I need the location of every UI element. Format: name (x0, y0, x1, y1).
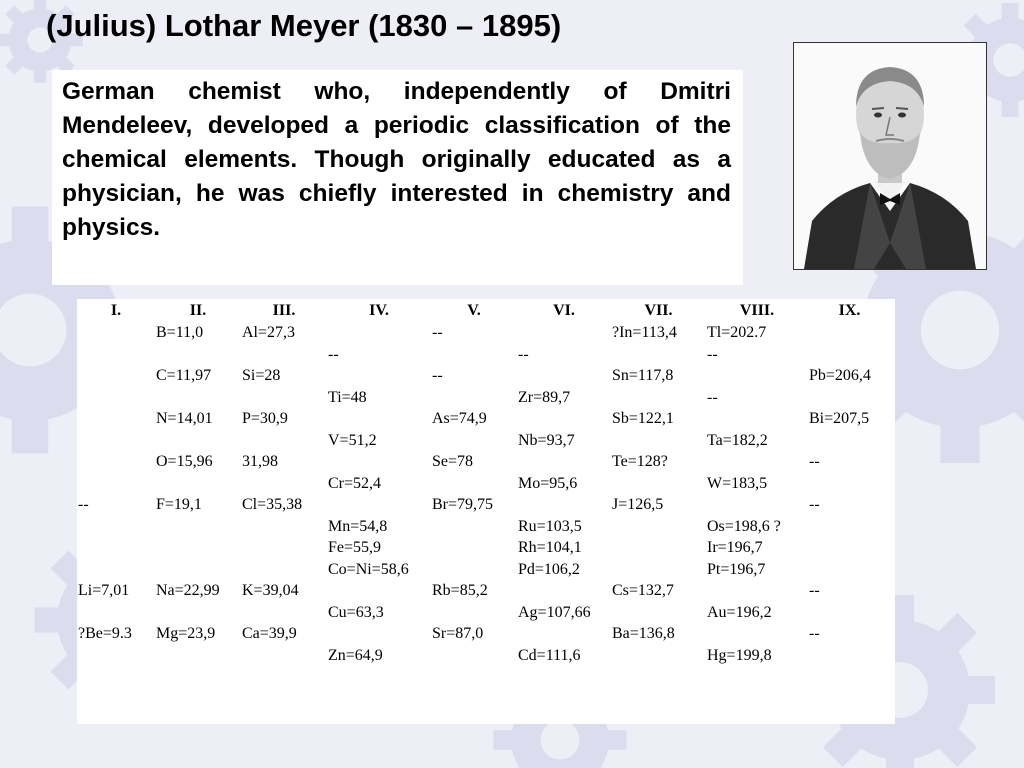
column-header: V. (467, 301, 481, 319)
table-cell (155, 387, 241, 409)
table-cell (77, 430, 155, 452)
table-row (77, 430, 891, 452)
table-cell (431, 602, 517, 624)
table-cell: Zr=89,7 (518, 388, 571, 406)
column-header: VI. (553, 301, 575, 319)
table-cell: F=19,1 (156, 496, 202, 514)
table-cell: W=183,5 (707, 474, 768, 492)
table-cell (431, 473, 517, 495)
table-cell: Li=7,01 (78, 582, 130, 600)
table-cell: Si=28 (242, 367, 281, 385)
table-cell (327, 408, 431, 430)
table-cell (241, 559, 327, 581)
table-cell (327, 322, 431, 344)
table-cell (431, 516, 517, 538)
table-cell: Ag=107,66 (518, 603, 591, 621)
table-cell: Nb=93,7 (518, 431, 575, 449)
table-cell: K=39,04 (242, 582, 299, 600)
table-cell (155, 473, 241, 495)
table-cell (77, 344, 155, 366)
table-cell: Ti=48 (328, 388, 367, 406)
table-cell (327, 494, 431, 516)
table-cell: Pd=106,2 (518, 560, 580, 578)
portrait-photo (793, 42, 987, 270)
table-cell: -- (518, 345, 529, 363)
table-cell: Ca=39,9 (242, 625, 297, 643)
table-cell (808, 387, 891, 409)
table-row (77, 602, 891, 624)
table-cell (241, 344, 327, 366)
column-header: IV. (369, 301, 389, 319)
table-cell (611, 387, 706, 409)
table-cell: O=15,96 (156, 453, 213, 471)
table-cell (808, 559, 891, 581)
table-row (77, 623, 891, 645)
table-cell (517, 494, 611, 516)
table-cell (517, 408, 611, 430)
column-header: VIII. (739, 301, 775, 319)
column-header: VII. (644, 301, 673, 319)
table-cell (611, 645, 706, 667)
table-row (77, 516, 891, 538)
table-cell (431, 559, 517, 581)
table-cell (808, 473, 891, 495)
table-cell (808, 322, 891, 344)
table-cell: Hg=199,8 (707, 646, 772, 664)
table-cell (155, 559, 241, 581)
portrait-icon (794, 43, 986, 269)
table-cell (77, 645, 155, 667)
table-cell (517, 365, 611, 387)
table-cell (431, 537, 517, 559)
table-cell (155, 344, 241, 366)
table-cell: As=74,9 (432, 410, 487, 428)
table-cell (77, 516, 155, 538)
table-cell (611, 602, 706, 624)
slide-title: (Julius) Lothar Meyer (1830 – 1895) (46, 8, 562, 43)
table-cell (241, 430, 327, 452)
table-cell (77, 537, 155, 559)
table-row (77, 451, 891, 473)
table-row (77, 537, 891, 559)
table-cell: Co=Ni=58,6 (328, 560, 409, 578)
table-cell (706, 580, 808, 602)
table-row (77, 473, 891, 495)
table-cell: Cl=35,38 (242, 496, 303, 514)
table-cell: -- (809, 582, 820, 600)
table-row (77, 645, 891, 667)
table-cell (706, 494, 808, 516)
table-cell (706, 623, 808, 645)
table-cell: Fe=55,9 (328, 539, 382, 557)
table-cell (431, 344, 517, 366)
table-cell (241, 537, 327, 559)
table-cell: -- (809, 625, 820, 643)
table-cell (706, 365, 808, 387)
table-cell: Ta=182,2 (707, 431, 768, 449)
table-cell (327, 451, 431, 473)
table-cell: Tl=202.7 (707, 324, 767, 342)
table-cell (431, 387, 517, 409)
table-cell (808, 516, 891, 538)
table-cell: Cu=63,3 (328, 603, 384, 621)
table-cell (77, 408, 155, 430)
table-cell (611, 430, 706, 452)
table-cell: -- (707, 345, 718, 363)
table-cell (77, 365, 155, 387)
table-cell: Mn=54,8 (328, 517, 388, 535)
table-cell (517, 322, 611, 344)
table-cell: Ba=136,8 (612, 625, 675, 643)
table-cell (517, 623, 611, 645)
table-cell (517, 451, 611, 473)
table-row (77, 494, 891, 516)
table-cell (808, 430, 891, 452)
table-cell: ?Be=9.3 (78, 625, 132, 643)
table-cell: Cd=111,6 (518, 646, 581, 664)
table-cell: Al=27,3 (242, 324, 296, 342)
table-cell (77, 602, 155, 624)
table-cell (611, 516, 706, 538)
table-row (77, 408, 891, 430)
table-row (77, 322, 891, 344)
table-cell (77, 387, 155, 409)
table-cell (241, 645, 327, 667)
table-cell: B=11,0 (156, 324, 204, 342)
table-cell: Te=128? (612, 453, 668, 471)
table-cell: -- (809, 496, 820, 514)
table-cell: Se=78 (432, 453, 474, 471)
table-body (77, 322, 891, 666)
table-cell: Sb=122,1 (612, 410, 674, 428)
column-header: IX. (838, 301, 861, 319)
table-cell: Pb=206,4 (809, 367, 871, 385)
table-cell: P=30,9 (242, 410, 288, 428)
table-cell: Sn=117,8 (612, 367, 674, 385)
table-cell (611, 537, 706, 559)
table-cell: Rb=85,2 (432, 582, 488, 600)
table-row (77, 387, 891, 409)
table-cell: -- (78, 496, 89, 514)
table-cell (431, 645, 517, 667)
table-cell (241, 602, 327, 624)
table-cell (611, 344, 706, 366)
table-cell (155, 537, 241, 559)
table-cell: Ru=103,5 (518, 517, 582, 535)
table-cell: -- (432, 367, 443, 385)
table-cell: 31,98 (242, 453, 278, 471)
table-cell (241, 387, 327, 409)
table-cell (155, 602, 241, 624)
table-cell: C=11,97 (156, 367, 212, 385)
table-cell: Na=22,99 (156, 582, 220, 600)
table-cell (611, 473, 706, 495)
table-cell (706, 451, 808, 473)
table-cell: N=14,01 (156, 410, 213, 428)
description-text: German chemist who, independently of Dmitri Mendeleev, developed a periodic classification of the chemical elements. Though originally educated as a physician, he was chiefly interested in chemistry and physics. (62, 78, 731, 241)
table-cell: Pt=196,7 (707, 560, 766, 578)
table-cell: Mo=95,6 (518, 474, 578, 492)
column-header: III. (272, 301, 296, 319)
table-cell (241, 473, 327, 495)
table-cell: -- (707, 388, 718, 406)
table-cell: -- (328, 345, 339, 363)
table-cell: Br=79,75 (432, 496, 494, 514)
table-cell: Cr=52,4 (328, 474, 382, 492)
description-box (52, 70, 743, 285)
column-header: II. (189, 301, 207, 319)
table-cell: -- (809, 453, 820, 471)
table-header-row (77, 299, 891, 322)
table-cell: Ir=196,7 (707, 539, 763, 557)
table-cell (808, 344, 891, 366)
table-cell (611, 559, 706, 581)
table-cell (327, 623, 431, 645)
table-cell: Au=196,2 (707, 603, 772, 621)
table-cell (77, 451, 155, 473)
periodic-table-panel (77, 299, 895, 724)
table-cell (77, 322, 155, 344)
table-cell: Cs=132,7 (612, 582, 674, 600)
table-cell: V=51,2 (328, 431, 377, 449)
table-cell: Sr=87,0 (432, 625, 484, 643)
table-cell (155, 430, 241, 452)
table-cell (155, 516, 241, 538)
table-row (77, 580, 891, 602)
table-cell (808, 602, 891, 624)
table-cell: -- (432, 324, 443, 342)
table-cell: Zn=64,9 (328, 646, 383, 664)
column-header: I. (110, 301, 122, 319)
table-row (77, 344, 891, 366)
table-cell: J=126,5 (612, 496, 664, 514)
table-cell (327, 365, 431, 387)
table-cell (706, 408, 808, 430)
table-cell (808, 645, 891, 667)
table-cell: Rh=104,1 (518, 539, 582, 557)
table-row (77, 365, 891, 387)
table-cell (431, 430, 517, 452)
table-cell: Bi=207,5 (809, 410, 870, 428)
table-cell (808, 537, 891, 559)
table-cell (327, 580, 431, 602)
table-cell: ?In=113,4 (612, 324, 677, 342)
table-cell (517, 580, 611, 602)
table-cell: Os=198,6 ? (707, 517, 781, 535)
table-cell (241, 516, 327, 538)
table-row (77, 559, 891, 581)
table-cell (77, 559, 155, 581)
table-cell (155, 645, 241, 667)
table-cell (77, 473, 155, 495)
periodic-table (77, 299, 891, 666)
table-cell: Mg=23,9 (156, 625, 216, 643)
